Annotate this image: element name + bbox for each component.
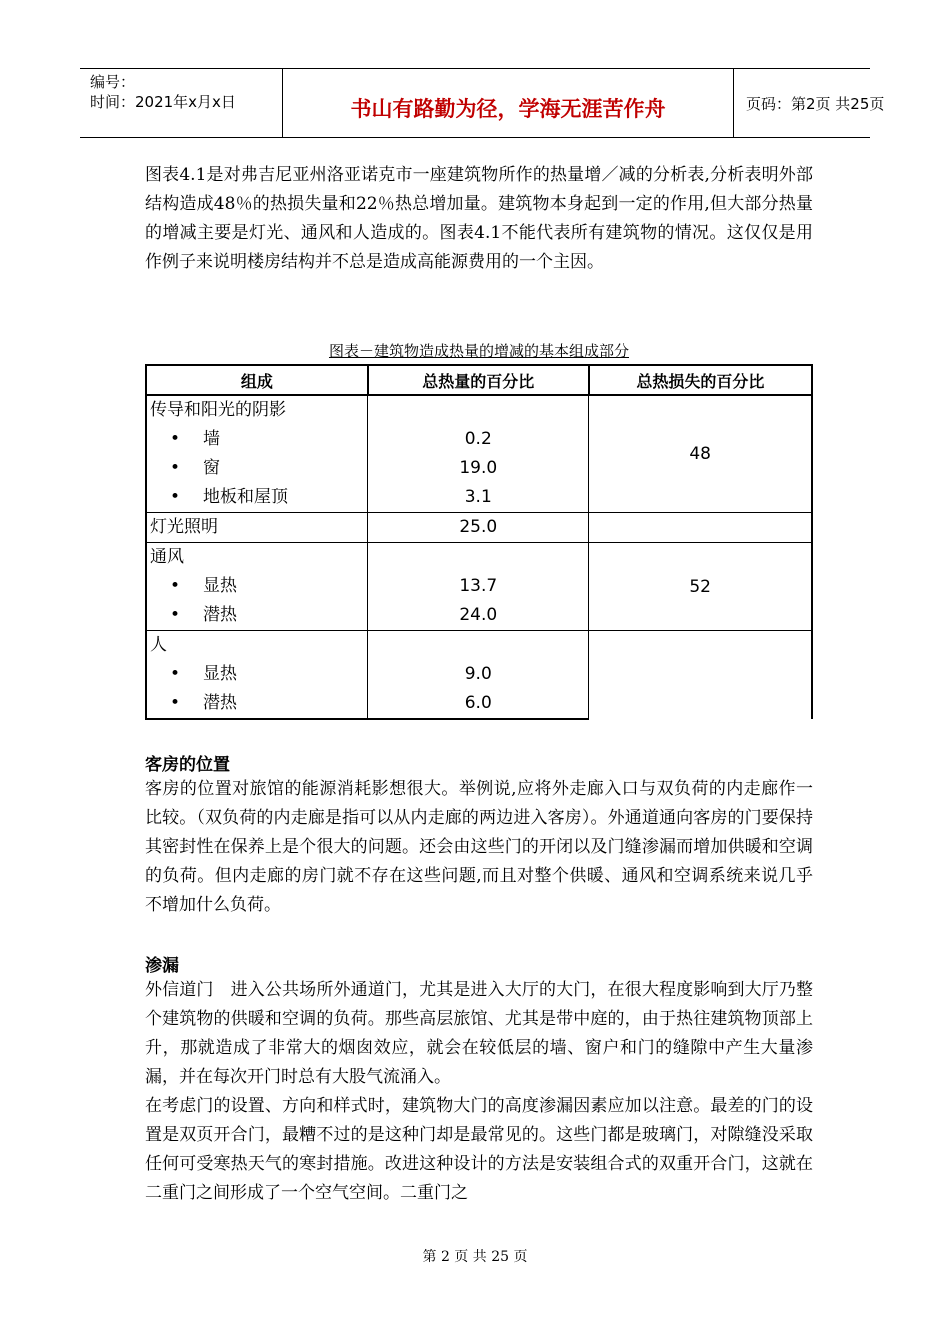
section-heading-room-location: 客房的位置 (145, 755, 230, 775)
bullet-icon: • (170, 429, 181, 449)
section-body-infiltration-1: 外信道门 进入公共场所外通道门，尤其是进入大厅的大门，在很大程度影响到大厅乃整个建筑物的供暖和空调的负荷。那些高层旅馆、尤其是带中庭的，由于热往建筑物顶部上升，那就造成了非常大的烟囱效应，就会在较低层的墙、窗户和门的缝隙中产生大量渗漏，并在每次开门时总有大股气流涌入。 (145, 980, 813, 1087)
loss-value: 48 (689, 444, 711, 464)
page-header (80, 68, 885, 138)
page-footer: 第 2 页 共 25 页 (422, 1249, 528, 1265)
bullet-icon: • (170, 458, 181, 478)
group-label: 人 (150, 635, 167, 655)
bullet-icon: • (170, 576, 181, 596)
bullet-icon: • (170, 487, 181, 507)
header-page-cell (734, 69, 885, 137)
heat-gain-table (145, 364, 813, 720)
item-label: 显热 (203, 664, 237, 684)
table-row (146, 631, 812, 661)
table-caption: 图表－建筑物造成热量的增减的基本组成部分 (328, 342, 629, 360)
section-body-infiltration-2: 在考虑门的设置、方向和样式时，建筑物大门的高度渗漏因素应加以注意。最差的门的设置是双页开合门，最糟不过的是这种门却是最常见的。这些门都是玻璃门，对隙缝没采取任何可受寒热天气的寒封措施。改进这种设计的方法是安装组合式的双重开合门，这就在二重门之间形成了一个空气空间。二重门之 (145, 1096, 813, 1203)
intro-paragraph: 图表4.1是对弗吉尼亚州洛亚诺克市一座建筑物所作的热量增／减的分析表,分析表明外部结构造成48％的热损失量和22％热总增加量。建筑物本身起到一定的作用,但大部分热量的增减主要是灯光、通风和人造成的。图表4.1不能代表所有建筑物的情况。这仅仅是用作例子来说明楼房结构并不总是造成高能源费用的一个主因。 (145, 165, 813, 272)
heat-value: 19.0 (459, 458, 498, 478)
heat-value: 0.2 (464, 429, 492, 449)
group-label: 传导和阳光的阴影 (150, 400, 286, 420)
section-heading-infiltration: 渗漏 (145, 956, 179, 976)
item-label: 墙 (203, 429, 220, 449)
heat-value: 9.0 (464, 664, 492, 684)
header-motto: 书山有路勤为径，学海无涯苦作舟 (350, 97, 666, 121)
item-label: 潜热 (203, 693, 237, 713)
item-label: 显热 (203, 576, 237, 596)
header-left-cell (80, 69, 283, 137)
section-body-room-location: 客房的位置对旅馆的能源消耗影想很大。举例说,应将外走廊入口与双负荷的内走廊作一比较。（双负荷的内走廊是指可以从内走廊的两边进入客房）。外通道通向客房的门要保持其密封性在保养上是个很大的问题。还会由这些门的开闭以及门缝渗漏而增加供暖和空调的负荷。但内走廊的房门就不存在这些问题,而且对整个供暖、通风和空调系统来说几乎不增加什么负荷。 (145, 779, 813, 915)
document-number-label: 编号： (90, 73, 136, 91)
table-row (146, 395, 812, 425)
column-header-total-heat: 总热量的百分比 (368, 365, 589, 395)
bullet-icon: • (170, 605, 181, 625)
bullet-icon: • (170, 693, 181, 713)
item-label: 潜热 (203, 605, 237, 625)
heat-value: 24.0 (459, 605, 498, 625)
table-row (146, 543, 812, 573)
loss-value: 52 (689, 576, 711, 597)
group-label: 灯光照明 (150, 517, 218, 537)
header-motto-cell (283, 69, 734, 137)
column-header-total-loss: 总热损失的百分比 (589, 365, 812, 395)
table-row (146, 513, 812, 543)
header-page-number: 页码：第2页 共25页 (746, 95, 885, 113)
heat-value: 13.7 (459, 576, 498, 596)
item-label: 地板和屋顶 (203, 487, 288, 507)
heat-value: 6.0 (464, 693, 492, 713)
group-label: 通风 (150, 547, 184, 567)
item-label: 窗 (203, 458, 220, 478)
document-date-label: 时间：2021年x月x日 (90, 93, 236, 111)
heat-value: 25.0 (459, 517, 498, 537)
bullet-icon: • (170, 664, 181, 684)
heat-value: 3.1 (464, 487, 492, 507)
column-header-component: 组成 (146, 365, 368, 395)
